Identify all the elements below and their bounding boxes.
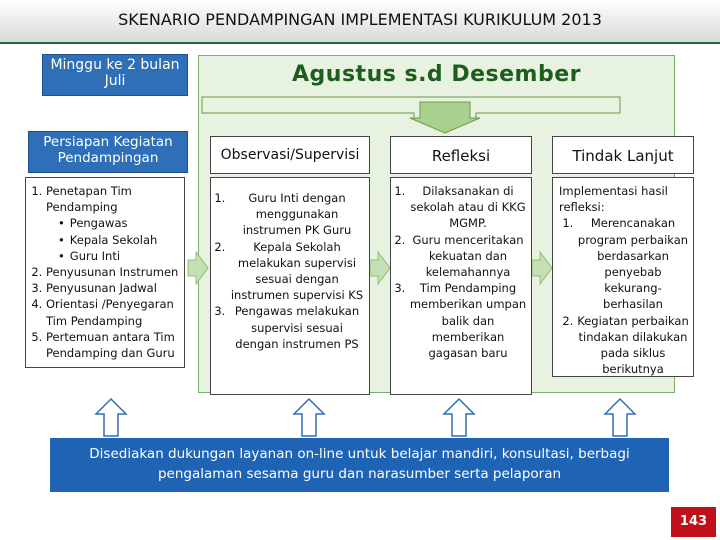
tindak-lanjut-list (552, 177, 694, 377)
list-item: 3. Tim Pendamping memberikan umpan balik dan memberikan gagasan baru (409, 280, 527, 361)
refleksi-list (390, 177, 532, 395)
arrow-right-icon (188, 252, 208, 284)
list-item: 2. Kegiatan perbaikan tindakan dilakukan pada siklus berikutnya (577, 313, 689, 378)
list-item: 4. Orientasi /Penyegaran Tim Pendamping (46, 296, 182, 328)
list-item: 1. Dilaksanakan di sekolah atau di KKG MGMP. (409, 183, 527, 232)
list-item: 2. Guru menceritakan kekuatan dan kelemahannya (409, 232, 527, 281)
list-item: 1. Merencanakan program perbaikan berdasarkan penyebab kekurang-berhasilan (577, 215, 689, 312)
arrow-up-icon (294, 399, 324, 436)
list-item: • Pengawas (58, 215, 182, 231)
observasi-list (210, 177, 370, 395)
list-item: 2. Penyusunan Instrumen (46, 264, 182, 280)
list-item: 1. Guru Inti dengan menggunakan instrumen PK Guru (229, 190, 365, 239)
chevron-down-icon (410, 102, 480, 133)
arrow-up-icon (605, 399, 635, 436)
arrow-right-icon (370, 252, 390, 284)
list-item: 3. Pengawas melakukan supervisi sesuai dengan instrumen PS (229, 303, 365, 352)
period-header: Agustus s.d Desember (292, 62, 581, 87)
week-box: Minggu ke 2 bulan Juli (42, 54, 188, 96)
list-intro: Implementasi hasil refleksi: (559, 184, 668, 215)
arrow-up-icon (96, 399, 126, 436)
list-item: 2. Kepala Sekolah melakukan supervisi sesuai dengan instrumen supervisi KS (229, 239, 365, 304)
persiapan-list (25, 177, 185, 368)
arrow-right-icon (532, 252, 552, 284)
list-item: • Kepala Sekolah (58, 232, 182, 248)
column-heading-observasi: Observasi/Supervisi (210, 136, 370, 174)
support-banner: Disediakan dukungan layanan on-line untuk belajar mandiri, konsultasi, berbagi pengalaman sesama guru dan narasumber serta pelaporan (50, 438, 669, 492)
page-number-badge: 143 (671, 507, 716, 537)
down-arrow-icon (202, 97, 620, 133)
column-heading-tindak-lanjut: Tindak Lanjut (552, 136, 694, 174)
list-item: 5. Pertemuan antara Tim Pendamping dan Guru (46, 329, 182, 361)
column-heading-refleksi: Refleksi (390, 136, 532, 174)
column-heading-persiapan: Persiapan Kegiatan Pendampingan (28, 131, 188, 173)
list-item: • Guru Inti (58, 248, 182, 264)
list-item: Penetapan Tim Pendamping (46, 184, 132, 215)
arrow-up-icon (444, 399, 474, 436)
page-title: SKENARIO PENDAMPINGAN IMPLEMENTASI KURIKULUM 2013 (118, 10, 602, 29)
list-item: 3. Penyusunan Jadwal (46, 280, 182, 296)
